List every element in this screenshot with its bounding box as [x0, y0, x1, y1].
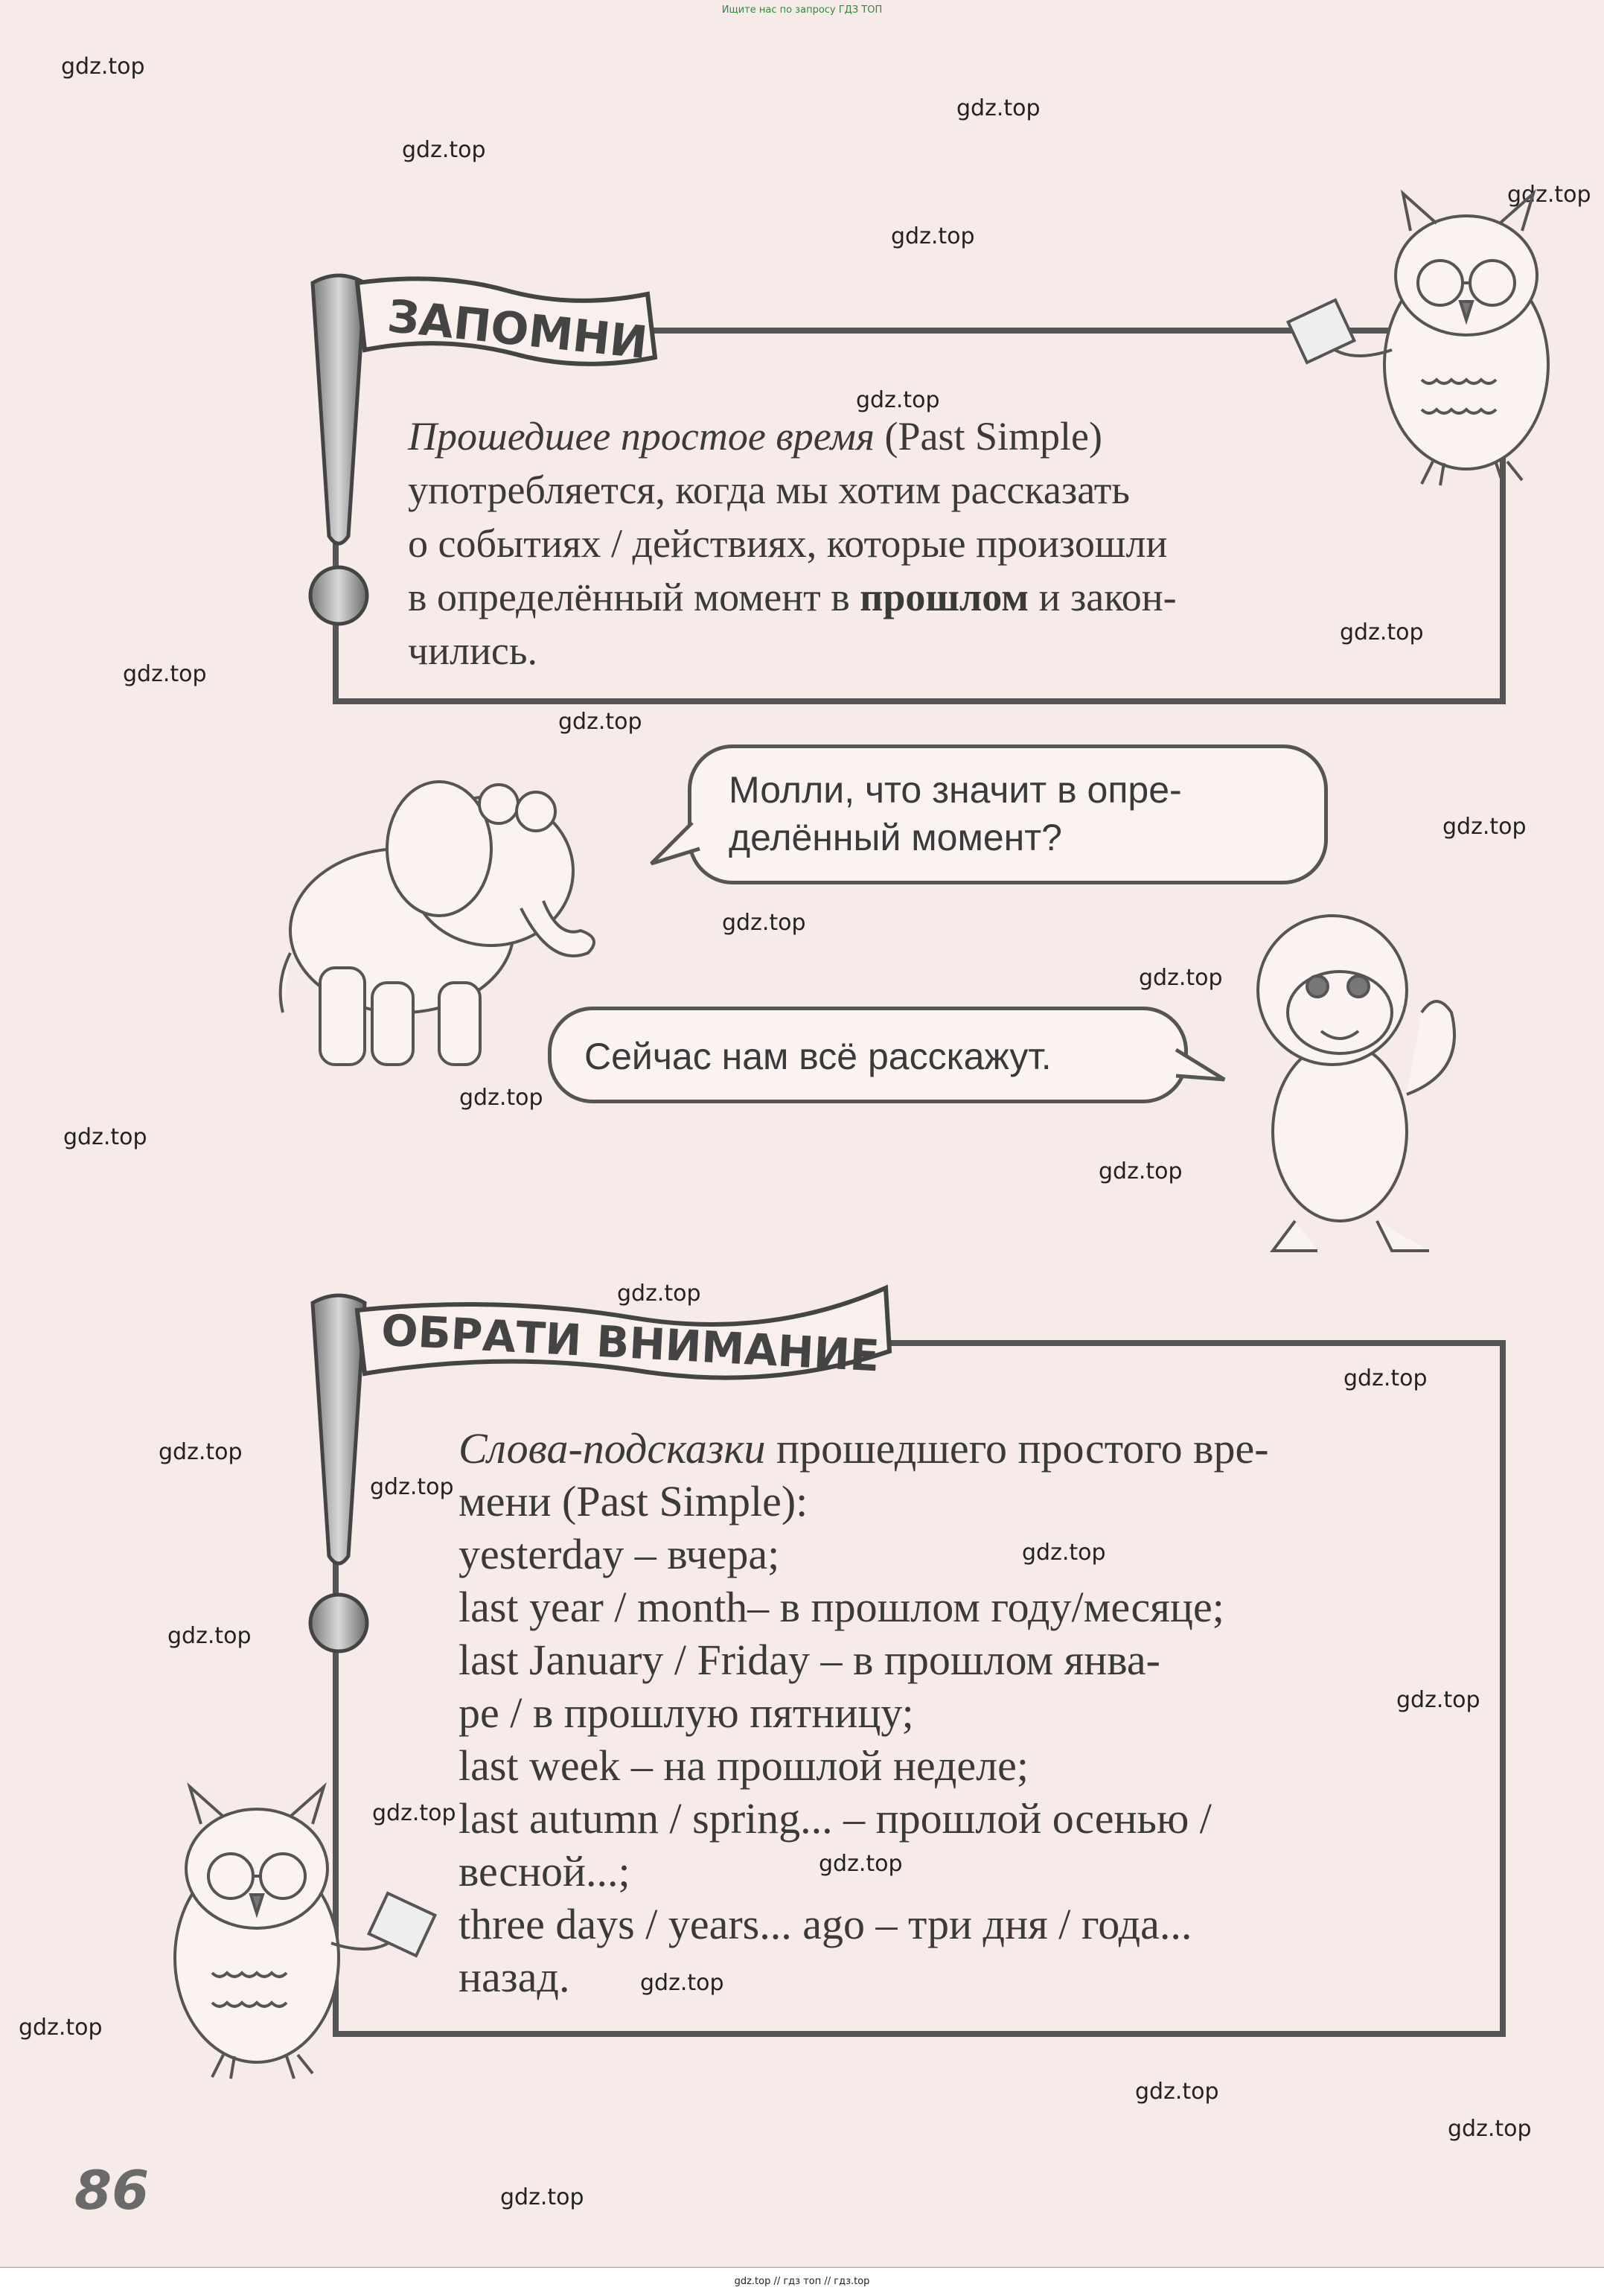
- watermark: gdz.top: [856, 387, 940, 413]
- owl-illustration: [138, 1772, 450, 2085]
- monkey-speech-bubble: [548, 1007, 1188, 1103]
- top-banner[interactable]: Ищите нас по запросу ГДЗ ТОП: [721, 4, 883, 16]
- watermark: gdz.top: [459, 1085, 543, 1111]
- remember-line: употребляется, когда мы хотим рассказать: [408, 468, 1131, 512]
- attention-line: ре / в прошлую пятницу;: [458, 1688, 914, 1737]
- watermark: gdz.top: [1507, 182, 1591, 208]
- bubble-tail: [1172, 1042, 1232, 1094]
- watermark: gdz.top: [617, 1281, 701, 1307]
- watermark: gdz.top: [640, 1970, 724, 1996]
- watermark: gdz.top: [1442, 814, 1527, 840]
- watermark: gdz.top: [956, 95, 1041, 121]
- watermark: gdz.top: [1022, 1540, 1106, 1566]
- watermark: gdz.top: [1343, 1365, 1428, 1391]
- attention-line: three days / years... ago – три дня / года...: [458, 1900, 1192, 1948]
- watermark: gdz.top: [1139, 965, 1223, 991]
- bottom-banner[interactable]: gdz.top // гдз топ // гдз.top: [0, 2267, 1604, 2296]
- bubble-tail: [648, 819, 707, 871]
- remember-line: о событиях / действиях, которые произошли: [408, 521, 1168, 566]
- monkey-illustration: [1228, 901, 1474, 1273]
- attention-line: мени (Past Simple):: [458, 1477, 808, 1525]
- remember-text: [408, 409, 1375, 677]
- watermark: gdz.top: [1099, 1158, 1183, 1184]
- attention-line: last week – на прошлой неделе;: [458, 1741, 1029, 1790]
- watermark: gdz.top: [19, 2015, 103, 2041]
- remember-term-en: (Past Simple): [874, 414, 1102, 459]
- attention-line: last January / Friday – в прошлом янва-: [458, 1636, 1160, 1684]
- remember-line: и закон-: [1029, 575, 1177, 619]
- watermark: gdz.top: [370, 1474, 454, 1500]
- bubble-line: делённый момент?: [729, 817, 1062, 858]
- watermark: gdz.top: [1396, 1687, 1480, 1713]
- remember-title: ЗАПОМНИ: [385, 290, 651, 370]
- owl-illustration: [1280, 179, 1593, 491]
- watermark: gdz.top: [1448, 2116, 1532, 2142]
- remember-bold-word: прошлом: [860, 575, 1029, 619]
- watermark: gdz.top: [722, 910, 806, 936]
- remember-line: чились.: [408, 628, 537, 673]
- watermark: gdz.top: [1340, 619, 1424, 645]
- watermark: gdz.top: [372, 1800, 456, 1826]
- elephant-speech-bubble: [688, 744, 1328, 884]
- watermark: gdz.top: [402, 137, 486, 163]
- watermark: gdz.top: [500, 2184, 584, 2210]
- attention-line: last year / month– в прошлом году/месяце;: [458, 1583, 1224, 1631]
- watermark: gdz.top: [819, 1851, 903, 1877]
- watermark: gdz.top: [159, 1439, 243, 1465]
- attention-line: last autumn / spring... – прошлой осенью /: [458, 1794, 1212, 1843]
- remember-line: в определённый момент в: [408, 575, 860, 619]
- watermark: gdz.top: [891, 223, 975, 249]
- watermark: gdz.top: [558, 709, 642, 735]
- attention-line: прошедшего простого вре-: [765, 1424, 1269, 1473]
- remember-term: Прошедшее простое время: [408, 414, 875, 459]
- bubble-line: Сейчас нам всё расскажут.: [584, 1036, 1052, 1077]
- page-number: 86: [74, 2159, 150, 2222]
- attention-line: yesterday – вчера;: [458, 1530, 780, 1578]
- attention-text: [458, 1422, 1486, 2003]
- bubble-line: Молли, что значит в опре-: [729, 769, 1182, 811]
- attention-title: ОБРАТИ ВНИМАНИЕ: [380, 1304, 881, 1382]
- watermark: gdz.top: [123, 661, 207, 687]
- attention-line: весной...;: [458, 1847, 630, 1895]
- watermark: gdz.top: [1135, 2079, 1219, 2105]
- attention-term: Слова-подсказки: [458, 1424, 766, 1473]
- watermark: gdz.top: [63, 1124, 147, 1150]
- attention-line: назад.: [458, 1953, 570, 2001]
- watermark: gdz.top: [61, 54, 145, 80]
- watermark: gdz.top: [167, 1623, 252, 1649]
